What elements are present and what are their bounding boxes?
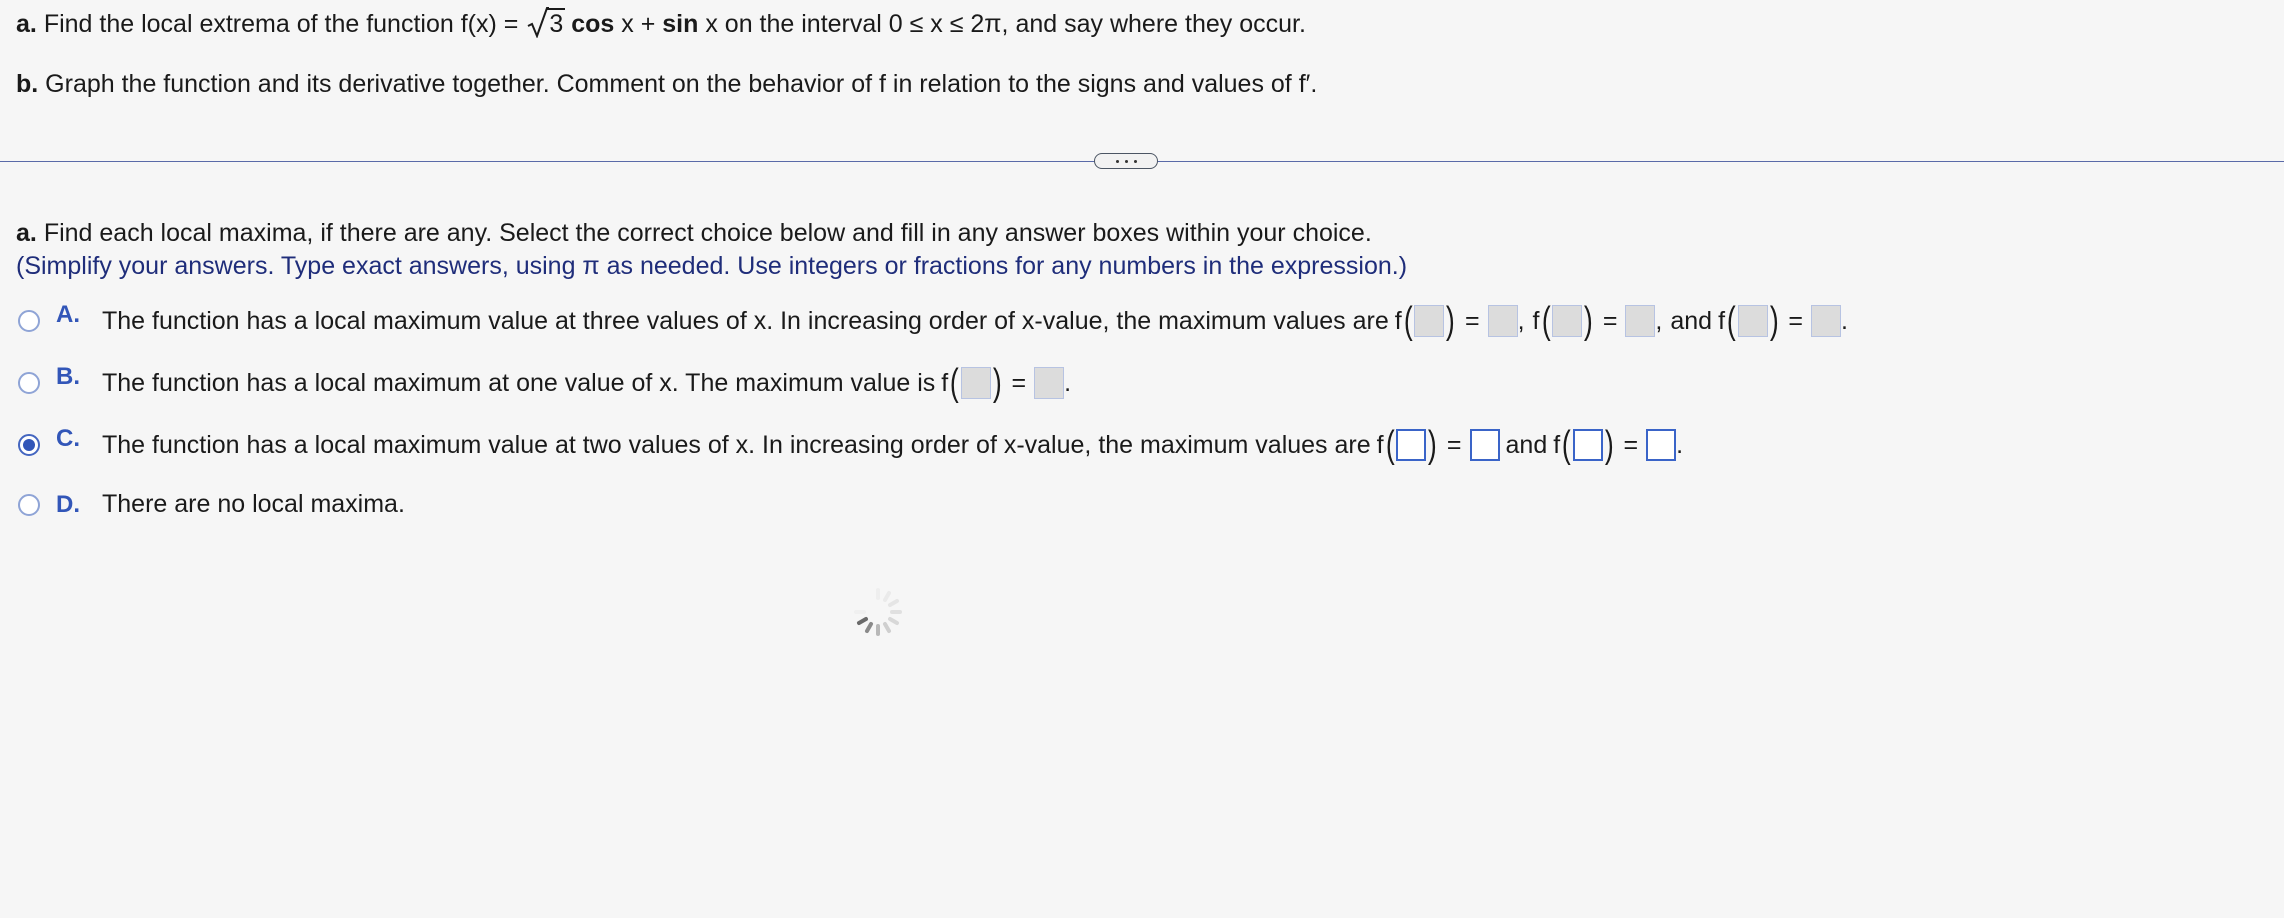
- paren: (: [1403, 300, 1413, 342]
- sin-function: sin: [662, 10, 699, 38]
- radio-option-a[interactable]: [18, 310, 40, 332]
- period: .: [1840, 306, 1848, 335]
- equals: =: [1464, 306, 1480, 335]
- f-label: f: [1718, 306, 1726, 335]
- option-c-text: The function has a local maximum value at two values of x. In increasing order of x-value, the maximum values are: [102, 430, 1371, 459]
- option-d-text: There are no local maxima.: [102, 490, 405, 518]
- option-a-max2-input[interactable]: [1625, 305, 1655, 337]
- f-label: f: [1394, 306, 1402, 335]
- option-b-max-input[interactable]: [1034, 367, 1064, 399]
- question-instructions: (Simplify your answers. Type exact answers, using π as needed. Use integers or fractions for any numbers in the expression.): [16, 252, 1408, 280]
- problem-a-text: Find the local extrema of the function f(x) =: [43, 10, 519, 38]
- option-b-x-input[interactable]: [961, 367, 991, 399]
- paren: ): [1446, 300, 1456, 342]
- problem-a-text-2: x +: [621, 10, 656, 38]
- option-b-label: B.: [56, 363, 80, 390]
- option-b[interactable]: [18, 362, 1072, 404]
- more-button[interactable]: [1094, 153, 1158, 169]
- option-c[interactable]: [18, 424, 1684, 466]
- option-b-text: The function has a local maximum at one value of x. The maximum value is: [102, 368, 936, 397]
- separator: ,: [1655, 306, 1663, 335]
- option-c-label: C.: [56, 425, 80, 452]
- option-a-text: The function has a local maximum value at three values of x. In increasing order of x-value, the maximum values are: [102, 306, 1389, 335]
- and-text: and: [1505, 430, 1548, 459]
- problem-part-b: [16, 70, 1317, 99]
- part-b-label: b.: [16, 70, 39, 98]
- ellipsis-dot: [1134, 160, 1137, 163]
- problem-part-a: [16, 10, 1306, 39]
- option-a-x2-input[interactable]: [1552, 305, 1582, 337]
- option-a[interactable]: [18, 300, 1848, 342]
- option-a-x1-input[interactable]: [1414, 305, 1444, 337]
- option-c-x2-input[interactable]: [1573, 429, 1603, 461]
- question-a-label: a.: [16, 219, 37, 247]
- paren: (: [1726, 300, 1736, 342]
- problem-b-text: Graph the function and its derivative together. Comment on the behavior of f in relation to the signs and values of f′.: [45, 70, 1318, 98]
- paren: (: [1541, 300, 1551, 342]
- option-a-max3-input[interactable]: [1811, 305, 1841, 337]
- equals: =: [1623, 430, 1639, 459]
- f-label: f: [1376, 430, 1384, 459]
- question-prompt: [16, 219, 1372, 248]
- question-prompt-text: Find each local maxima, if there are any. Select the correct choice below and fill in any answer boxes within your choice.: [43, 219, 1372, 247]
- ellipsis-icon: [1116, 160, 1119, 163]
- f-label: f: [941, 368, 949, 397]
- paren: ): [1584, 300, 1593, 342]
- f-label: f: [1553, 430, 1561, 459]
- equals: =: [1011, 368, 1027, 397]
- paren: (: [1562, 424, 1571, 466]
- paren: ): [1769, 300, 1779, 342]
- option-c-max1-input[interactable]: [1470, 429, 1500, 461]
- radio-option-b[interactable]: [18, 372, 40, 394]
- f-label: f: [1532, 306, 1540, 335]
- cos-function: cos: [571, 10, 615, 38]
- option-c-max2-input[interactable]: [1646, 429, 1676, 461]
- paren: ): [992, 362, 1002, 404]
- radio-option-c[interactable]: [18, 434, 40, 456]
- separator: ,: [1517, 306, 1525, 335]
- sqrt-radicand: 3: [549, 10, 564, 38]
- sqrt-expression: [527, 10, 565, 39]
- option-c-x1-input[interactable]: [1396, 429, 1426, 461]
- period: .: [1676, 430, 1684, 459]
- option-d-label: D.: [56, 490, 80, 518]
- option-d[interactable]: [18, 490, 405, 519]
- loading-spinner-icon: [850, 584, 906, 640]
- equals: =: [1788, 306, 1803, 335]
- and-text: and: [1670, 306, 1713, 335]
- problem-a-text-3: x on the interval 0 ≤ x ≤ 2π, and say where they occur.: [705, 10, 1306, 38]
- radio-option-d[interactable]: [18, 494, 40, 516]
- equals: =: [1602, 306, 1618, 335]
- option-a-x3-input[interactable]: [1738, 305, 1768, 337]
- paren: (: [950, 362, 959, 404]
- paren: ): [1428, 424, 1438, 466]
- part-a-label: a.: [16, 10, 37, 38]
- paren: ): [1604, 424, 1614, 466]
- ellipsis-dot: [1125, 160, 1128, 163]
- period: .: [1064, 368, 1072, 397]
- paren: (: [1385, 424, 1395, 466]
- option-a-max1-input[interactable]: [1488, 305, 1518, 337]
- equals: =: [1446, 430, 1462, 459]
- option-a-label: A.: [56, 301, 80, 328]
